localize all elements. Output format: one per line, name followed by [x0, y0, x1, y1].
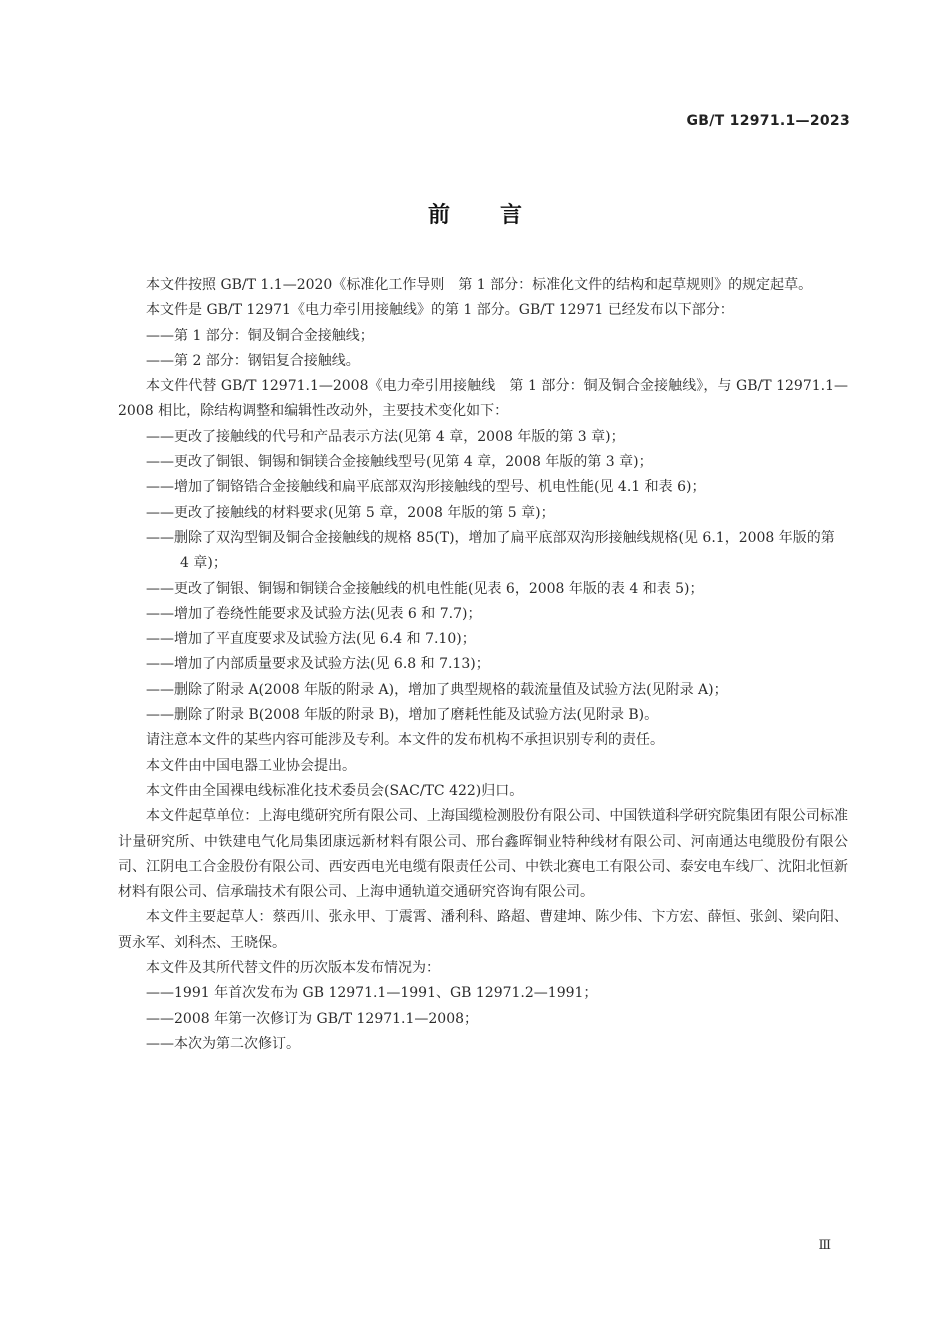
list-item-change: ——增加了内部质量要求及试验方法(见 6.8 和 7.13)；: [146, 656, 490, 673]
paragraph-patent-notice: 请注意本文件的某些内容可能涉及专利。本文件的发布机构不承担识别专利的责任。: [146, 732, 664, 749]
list-item-change: ——更改了铜银、铜锡和铜镁合金接触线的机电性能(见表 6，2008 年版的表 4 和表 5)；: [146, 580, 704, 597]
paragraph-part-info: 本文件是 GB/T 12971《电力牵引用接触线》的第 1 部分。GB/T 12971 已经发布以下部分：: [146, 302, 734, 319]
paragraph-history-intro: 本文件及其所代替文件的历次版本发布情况为：: [146, 960, 440, 977]
page-number: Ⅲ: [818, 1238, 831, 1253]
paragraph-under-jurisdiction: 本文件由全国裸电线标准化技术委员会(SAC/TC 422)归口。: [146, 782, 524, 799]
list-item-change: ——删除了附录 A(2008 年版的附录 A)，增加了典型规格的载流量值及试验方法(见附录 A)；: [146, 681, 728, 698]
list-item-change: ——增加了平直度要求及试验方法(见 6.4 和 7.10)；: [146, 631, 476, 648]
list-item-part-1: ——第 1 部分：铜及铜合金接触线；: [146, 327, 374, 344]
list-item-change: ——删除了附录 B(2008 年版的附录 B)，增加了磨耗性能及试验方法(见附录 B)。: [146, 707, 659, 724]
foreword-body: [118, 273, 848, 1057]
list-item-change: ——更改了接触线的材料要求(见第 5 章，2008 年版的第 5 章)；: [146, 504, 555, 521]
paragraph-drafting-rules: 本文件按照 GB/T 1.1—2020《标准化工作导则 第 1 部分：标准化文件的结构和起草规则》的规定起草。: [146, 277, 813, 293]
list-item-history: ——2008 年第一次修订为 GB/T 12971.1—2008；: [146, 1010, 479, 1027]
list-item-change: ——更改了接触线的代号和产品表示方法(见第 4 章，2008 年版的第 3 章)；: [146, 428, 625, 445]
list-item-change: ——增加了铜铬锆合金接触线和扁平底部双沟形接触线的型号、机电性能(见 4.1 和表 6)；: [146, 479, 706, 496]
standard-number: GB/T 12971.1—2023: [686, 113, 850, 129]
list-item-history: ——本次为第二次修订。: [146, 1035, 300, 1052]
list-item-change: ——删除了双沟型铜及铜合金接触线的规格 85(T)，增加了扁平底部双沟形接触线规格(见 6.1，2008 年版的第 4 章)；: [146, 529, 835, 572]
paragraph-drafting-organizations: 本文件起草单位：上海电缆研究所有限公司、上海国缆检测股份有限公司、中国铁道科学研究院集团有限公司标准计量研究所、中铁建电气化局集团康远新材料有限公司、邢台鑫晖铜业特种线材有限公司、河南通达电缆股份有限公司、江阴电工合金股份有限公司、西安西电光电缆有限责任公司、中铁北赛电工有限公司、泰安电车线厂、沈阳北恒新材料有限公司、信承瑞技术有限公司、上海申通轨道交通研究咨询有限公司。: [118, 808, 848, 901]
paragraph-proposed-by: 本文件由中国电器工业协会提出。: [146, 757, 356, 774]
list-item-history: ——1991 年首次发布为 GB 12971.1—1991、GB 12971.2—1991；: [146, 985, 598, 1002]
list-item-change: ——更改了铜银、铜锡和铜镁合金接触线型号(见第 4 章，2008 年版的第 3 章)；: [146, 454, 653, 471]
list-item-change: ——增加了卷绕性能要求及试验方法(见表 6 和 7.7)；: [146, 605, 482, 622]
title-char-1: 前: [427, 203, 450, 228]
paragraph-replaces: 本文件代替 GB/T 12971.1—2008《电力牵引用接触线 第 1 部分：铜及铜合金接触线》，与 GB/T 12971.1—2008 相比，除结构调整和编辑性改动外，主要技术变化如下：: [118, 378, 848, 420]
title-char-2: 言: [500, 203, 523, 228]
page-title: [0, 198, 950, 229]
paragraph-drafters: 本文件主要起草人：蔡西川、张永甲、丁震霄、潘利科、路超、曹建坤、陈少伟、卞方宏、薛恒、张剑、梁向阳、贾永军、刘科杰、王晓保。: [118, 909, 848, 951]
list-item-part-2: ——第 2 部分：钢铝复合接触线。: [146, 352, 360, 369]
